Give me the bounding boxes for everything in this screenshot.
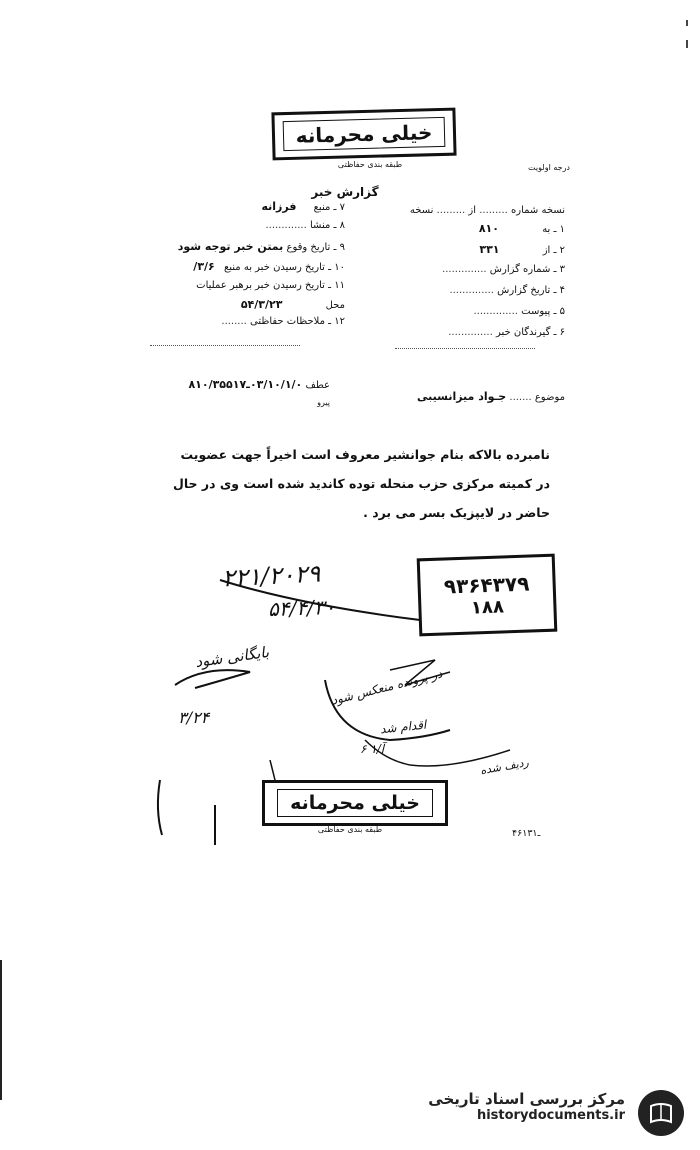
classification-stamp-top bbox=[271, 108, 456, 161]
field-row bbox=[145, 200, 345, 220]
classification-caption-top: طبقه بندی حفاظتی bbox=[337, 160, 403, 169]
annotation-code: ۶ آ/۱ bbox=[360, 742, 385, 756]
field-row: ۴ ـ تاریخ گزارش .............. bbox=[449, 285, 565, 296]
field-label: ۸ ـ منشا bbox=[309, 220, 345, 231]
watermark-url: historydocuments.ir bbox=[476, 1108, 625, 1123]
annotation-listed: ردیف شده bbox=[479, 755, 530, 778]
subject-value: جـواد میزانسیبی bbox=[417, 390, 507, 403]
field-row bbox=[145, 298, 345, 316]
field-label: ۵ ـ پیوست bbox=[521, 306, 565, 317]
annotation-archive: بایگانی شود bbox=[194, 642, 271, 672]
field-value: ۳۳۱ bbox=[479, 243, 500, 256]
field-row: ۱۲ ـ ملاحظات حفاظتی ........ bbox=[221, 316, 345, 327]
handwritten-date: ۵۴/۴/۳۰ bbox=[267, 594, 336, 622]
right-fields bbox=[145, 200, 345, 336]
scribble-stroke bbox=[175, 670, 250, 688]
field-label: ۳ ـ شماره گزارش bbox=[489, 264, 565, 275]
margin-mark bbox=[686, 20, 688, 26]
field-value: بمتن خبر توجه شود bbox=[177, 240, 284, 253]
page-label: پیرو bbox=[317, 398, 330, 407]
dotted-line bbox=[150, 345, 300, 346]
registration-number: ۹۳۶۴۳۷۹ bbox=[443, 571, 530, 598]
field-value: ۵۴/۳/۲۳ bbox=[240, 298, 283, 311]
body-line: حاضر در لایپزیک بسر می برد . bbox=[363, 505, 550, 520]
file-value: ۰۳/۱۰/۱/۰ـ۸۱۰/۳۵۵۱۷ bbox=[188, 378, 303, 391]
watermark-title: مرکز بررسی اسناد تاریخی bbox=[428, 1090, 625, 1108]
field-label: ۶ ـ گیرندگان خبر bbox=[495, 327, 565, 338]
of-label: از bbox=[468, 205, 477, 216]
classification-stamp-text: خیلی محرمانه bbox=[277, 789, 433, 817]
field-value: فرزانه bbox=[261, 200, 297, 213]
scribble-stroke bbox=[158, 780, 162, 835]
scribble-stroke bbox=[220, 580, 420, 620]
classification-stamp-text: خیلی محرمانه bbox=[282, 117, 445, 151]
annotation-done: اقدام شد bbox=[379, 717, 427, 737]
field-label: ۱۲ ـ ملاحظات حفاظتی bbox=[250, 316, 345, 327]
field-label: ۴ ـ تاریخ گزارش bbox=[497, 285, 565, 296]
field-label: ۷ ـ منبع bbox=[313, 202, 345, 213]
field-row bbox=[145, 260, 345, 280]
margin-mark bbox=[686, 40, 688, 48]
book-icon bbox=[646, 1098, 676, 1128]
field-row: ۶ ـ گیرندگان خبر .............. bbox=[448, 327, 565, 338]
field-row bbox=[145, 280, 345, 298]
field-label: ۲ ـ از bbox=[542, 245, 565, 256]
field-row: ۸ ـ منشا ............. bbox=[265, 220, 345, 231]
subject-label: موضوع bbox=[534, 392, 565, 403]
copy-label: نسخه bbox=[409, 205, 434, 216]
field-row bbox=[145, 240, 345, 260]
body-line: نامبرده بالاکه بنام جوانشیر معروف است اخیراً جهت عضویت bbox=[180, 447, 550, 462]
field-label: ۱۱ ـ تاریخ رسیدن خبر برهبر عملیات bbox=[196, 280, 345, 291]
form-code: ۴۶ـ۱۳۱ bbox=[512, 828, 541, 839]
report-body bbox=[160, 440, 550, 527]
page-edge-line bbox=[0, 960, 2, 1100]
priority-label: درجه اولویت bbox=[528, 163, 570, 172]
classification-stamp-bottom bbox=[262, 780, 448, 826]
field-label: ۹ ـ تاریخ وقوع bbox=[286, 242, 345, 253]
copies-label: نسخه شماره bbox=[511, 205, 565, 216]
registration-subnumber: ۱۸۸ bbox=[470, 595, 505, 619]
field-label: محل bbox=[325, 300, 345, 311]
classification-caption-bottom: طبقه بندی حفاظتی bbox=[317, 825, 383, 834]
field-value: ۸۱۰ bbox=[478, 222, 499, 235]
field-row bbox=[390, 222, 565, 243]
copy-number-line: نسخه شماره ......... از ......... نسخه bbox=[409, 205, 565, 216]
dotted-line bbox=[395, 348, 535, 349]
field-label: ۱ ـ به bbox=[542, 224, 565, 235]
field-label: ۱۰ ـ تاریخ رسیدن خبر به منبع bbox=[223, 262, 345, 273]
watermark-logo-icon bbox=[638, 1090, 684, 1136]
report-title: گزارش خبر bbox=[311, 185, 379, 199]
handwritten-number: ۲۲۱/۲۰۲۹ bbox=[221, 559, 321, 593]
field-row: ۵ ـ پیوست .............. bbox=[473, 306, 565, 317]
annotation-file-note: در پرونده منعکس شود bbox=[329, 666, 444, 708]
left-fields bbox=[390, 222, 565, 348]
file-ref-line bbox=[120, 378, 330, 391]
field-row: ۳ ـ شماره گزارش .............. bbox=[442, 264, 565, 275]
file-label: عطف bbox=[305, 380, 330, 391]
annotation-date: ۳/۲۴ bbox=[178, 708, 210, 727]
field-value: ۳/۶/ bbox=[193, 260, 215, 273]
subject-line: موضوع ....... جـواد میزانسیبی bbox=[417, 390, 565, 403]
watermark bbox=[410, 1090, 625, 1123]
field-row bbox=[390, 243, 565, 264]
body-line: در کمیته مرکزی حزب منحله توده کاندید شده است وی در حال bbox=[172, 476, 550, 491]
